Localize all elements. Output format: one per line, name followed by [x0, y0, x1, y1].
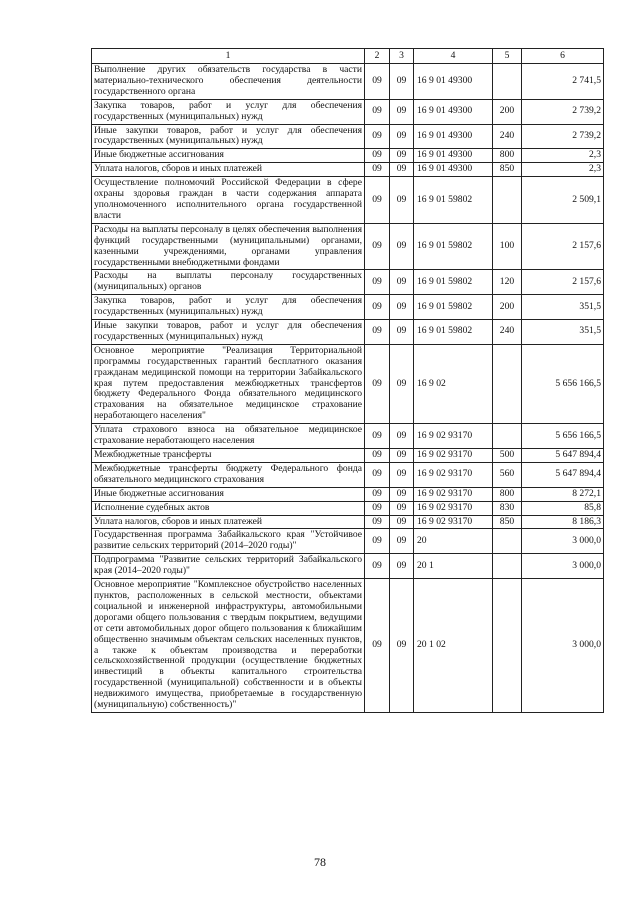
target-article-code: 16 9 01 59802 [414, 295, 493, 320]
expense-type-code: 200 [493, 99, 522, 124]
expense-type-code [493, 579, 522, 713]
budget-table [91, 48, 604, 713]
expense-type-code: 850 [493, 163, 522, 177]
target-article-code: 16 9 01 59802 [414, 177, 493, 224]
section-code: 09 [365, 529, 390, 554]
target-article-code: 16 9 01 49300 [414, 99, 493, 124]
section-code: 09 [365, 64, 390, 100]
row-name: Уплата страхового взноса на обязательное медицинское страхование неработающего населения [92, 424, 365, 449]
subsection-code: 09 [390, 149, 414, 163]
table-row [92, 529, 604, 554]
table-row [92, 424, 604, 449]
subsection-code: 09 [390, 223, 414, 270]
expense-type-code: 800 [493, 149, 522, 163]
subsection-code: 09 [390, 64, 414, 100]
section-code: 09 [365, 163, 390, 177]
amount: 3 000,0 [522, 579, 604, 713]
subsection-code: 09 [390, 320, 414, 345]
subsection-code: 09 [390, 449, 414, 463]
expense-type-code: 560 [493, 462, 522, 487]
amount: 5 656 166,5 [522, 424, 604, 449]
row-name: Уплата налогов, сборов и иных платежей [92, 163, 365, 177]
row-name: Выполнение других обязательств государства в части материально-технического обеспечения деятельности государственного органа [92, 64, 365, 100]
row-name: Расходы на выплаты персоналу государственных (муниципальных) органов [92, 270, 365, 295]
target-article-code: 16 9 01 49300 [414, 163, 493, 177]
subsection-code: 09 [390, 124, 414, 149]
table-row [92, 64, 604, 100]
column-header: 5 [493, 49, 522, 64]
table-row [92, 270, 604, 295]
amount: 2,3 [522, 149, 604, 163]
expense-type-code [493, 344, 522, 423]
table-row [92, 487, 604, 501]
amount: 3 000,0 [522, 554, 604, 579]
amount: 2 741,5 [522, 64, 604, 100]
row-name: Иные закупки товаров, работ и услуг для обеспечения государственных (муниципальных) нужд [92, 124, 365, 149]
section-code: 09 [365, 270, 390, 295]
subsection-code: 09 [390, 344, 414, 423]
section-code: 09 [365, 99, 390, 124]
expense-type-code: 500 [493, 449, 522, 463]
amount: 2 739,2 [522, 99, 604, 124]
row-name: Иные бюджетные ассигнования [92, 149, 365, 163]
expense-type-code [493, 529, 522, 554]
table-row [92, 223, 604, 270]
expense-type-code [493, 64, 522, 100]
amount: 2 739,2 [522, 124, 604, 149]
section-code: 09 [365, 295, 390, 320]
subsection-code: 09 [390, 515, 414, 529]
expense-type-code [493, 177, 522, 224]
section-code: 09 [365, 462, 390, 487]
table-row [92, 99, 604, 124]
column-header: 4 [414, 49, 493, 64]
row-name: Государственная программа Забайкальского края "Устойчивое развитие сельских территорий (2014–2020 годы)" [92, 529, 365, 554]
row-name: Межбюджетные трансферты [92, 449, 365, 463]
section-code: 09 [365, 149, 390, 163]
section-code: 09 [365, 223, 390, 270]
subsection-code: 09 [390, 579, 414, 713]
section-code: 09 [365, 487, 390, 501]
row-name: Подпрограмма "Развитие сельских территорий Забайкальского края (2014–2020 годы)" [92, 554, 365, 579]
target-article-code: 16 9 01 59802 [414, 320, 493, 345]
table-row [92, 515, 604, 529]
target-article-code: 20 [414, 529, 493, 554]
subsection-code: 09 [390, 529, 414, 554]
expense-type-code: 240 [493, 124, 522, 149]
target-article-code: 16 9 01 59802 [414, 270, 493, 295]
subsection-code: 09 [390, 295, 414, 320]
subsection-code: 09 [390, 177, 414, 224]
expense-type-code: 830 [493, 501, 522, 515]
expense-type-code: 240 [493, 320, 522, 345]
amount: 8 186,3 [522, 515, 604, 529]
amount: 351,5 [522, 320, 604, 345]
section-code: 09 [365, 320, 390, 345]
table-row [92, 554, 604, 579]
amount: 5 647 894,4 [522, 462, 604, 487]
column-header: 1 [92, 49, 365, 64]
row-name: Основное мероприятие "Комплексное обустройство населенных пунктов, расположенных в сельской местности, объектами социальной и инженерной инфраструктуры, автомобильными дорогами общего пользования с твердым покрытием, ведущими от сети автомобильных дорог общего пользования к ближайшим общественно значимым объектам сельских населенных пунктов, а также к объектам производства и переработки сельскохозяйственной продукции (осуществление бюджетных инвестиций в объекты капитального строительства государственной (муниципальной) собственности и в объекты недвижимого имущества, приобретаемые в государственную (муниципальную) собственность)" [92, 579, 365, 713]
table-row [92, 124, 604, 149]
row-name: Основное мероприятие "Реализация Территориальной программы государственных гарантий бесплатного оказания гражданам медицинской помощи на территории Забайкальского края путем предоставления межбюджетных трансфертов бюджету Федерального Фонда обязательного медицинского страхования на обязательное медицинское страхование неработающего населения" [92, 344, 365, 423]
section-code: 09 [365, 177, 390, 224]
section-code: 09 [365, 124, 390, 149]
row-name: Межбюджетные трансферты бюджету Федерального фонда обязательного медицинского страхования [92, 462, 365, 487]
target-article-code: 16 9 02 [414, 344, 493, 423]
table-row [92, 462, 604, 487]
target-article-code: 16 9 02 93170 [414, 487, 493, 501]
subsection-code: 09 [390, 462, 414, 487]
table-row [92, 177, 604, 224]
target-article-code: 20 1 [414, 554, 493, 579]
amount: 351,5 [522, 295, 604, 320]
row-name: Расходы на выплаты персоналу в целях обеспечения выполнения функций государственными (муниципальными) органами, казенными учреждениями, органами управления государственными внебюджетными фондами [92, 223, 365, 270]
subsection-code: 09 [390, 163, 414, 177]
target-article-code: 20 1 02 [414, 579, 493, 713]
expense-type-code [493, 424, 522, 449]
target-article-code: 16 9 02 93170 [414, 515, 493, 529]
expense-type-code: 100 [493, 223, 522, 270]
target-article-code: 16 9 01 49300 [414, 64, 493, 100]
amount: 85,8 [522, 501, 604, 515]
target-article-code: 16 9 02 93170 [414, 462, 493, 487]
table-row [92, 295, 604, 320]
target-article-code: 16 9 02 93170 [414, 449, 493, 463]
column-header: 2 [365, 49, 390, 64]
row-name: Закупка товаров, работ и услуг для обеспечения государственных (муниципальных) нужд [92, 99, 365, 124]
expense-type-code: 120 [493, 270, 522, 295]
row-name: Исполнение судебных актов [92, 501, 365, 515]
row-name: Иные закупки товаров, работ и услуг для обеспечения государственных (муниципальных) нужд [92, 320, 365, 345]
table-row [92, 163, 604, 177]
amount: 5 656 166,5 [522, 344, 604, 423]
amount: 5 647 894,4 [522, 449, 604, 463]
column-header: 6 [522, 49, 604, 64]
table-row [92, 320, 604, 345]
amount: 2 157,6 [522, 223, 604, 270]
expense-type-code [493, 554, 522, 579]
table-row [92, 344, 604, 423]
section-code: 09 [365, 344, 390, 423]
section-code: 09 [365, 449, 390, 463]
subsection-code: 09 [390, 270, 414, 295]
table-row [92, 449, 604, 463]
expense-type-code: 850 [493, 515, 522, 529]
table-row [92, 579, 604, 713]
row-name: Уплата налогов, сборов и иных платежей [92, 515, 365, 529]
subsection-code: 09 [390, 554, 414, 579]
section-code: 09 [365, 501, 390, 515]
row-name: Закупка товаров, работ и услуг для обеспечения государственных (муниципальных) нужд [92, 295, 365, 320]
row-name: Осуществление полномочий Российской Федерации в сфере охраны здоровья граждан в части содержания аппарата уполномоченного исполнительного органа государственной власти [92, 177, 365, 224]
table-row [92, 501, 604, 515]
subsection-code: 09 [390, 487, 414, 501]
column-header: 3 [390, 49, 414, 64]
target-article-code: 16 9 01 59802 [414, 223, 493, 270]
section-code: 09 [365, 554, 390, 579]
page-number: 78 [314, 855, 326, 869]
section-code: 09 [365, 515, 390, 529]
target-article-code: 16 9 02 93170 [414, 424, 493, 449]
expense-type-code: 200 [493, 295, 522, 320]
amount: 2,3 [522, 163, 604, 177]
target-article-code: 16 9 01 49300 [414, 149, 493, 163]
amount: 2 157,6 [522, 270, 604, 295]
target-article-code: 16 9 02 93170 [414, 501, 493, 515]
target-article-code: 16 9 01 49300 [414, 124, 493, 149]
amount: 2 509,1 [522, 177, 604, 224]
subsection-code: 09 [390, 99, 414, 124]
amount: 8 272,1 [522, 487, 604, 501]
section-code: 09 [365, 579, 390, 713]
section-code: 09 [365, 424, 390, 449]
table-row [92, 149, 604, 163]
subsection-code: 09 [390, 424, 414, 449]
subsection-code: 09 [390, 501, 414, 515]
table-header-row [92, 49, 604, 64]
amount: 3 000,0 [522, 529, 604, 554]
row-name: Иные бюджетные ассигнования [92, 487, 365, 501]
expense-type-code: 800 [493, 487, 522, 501]
